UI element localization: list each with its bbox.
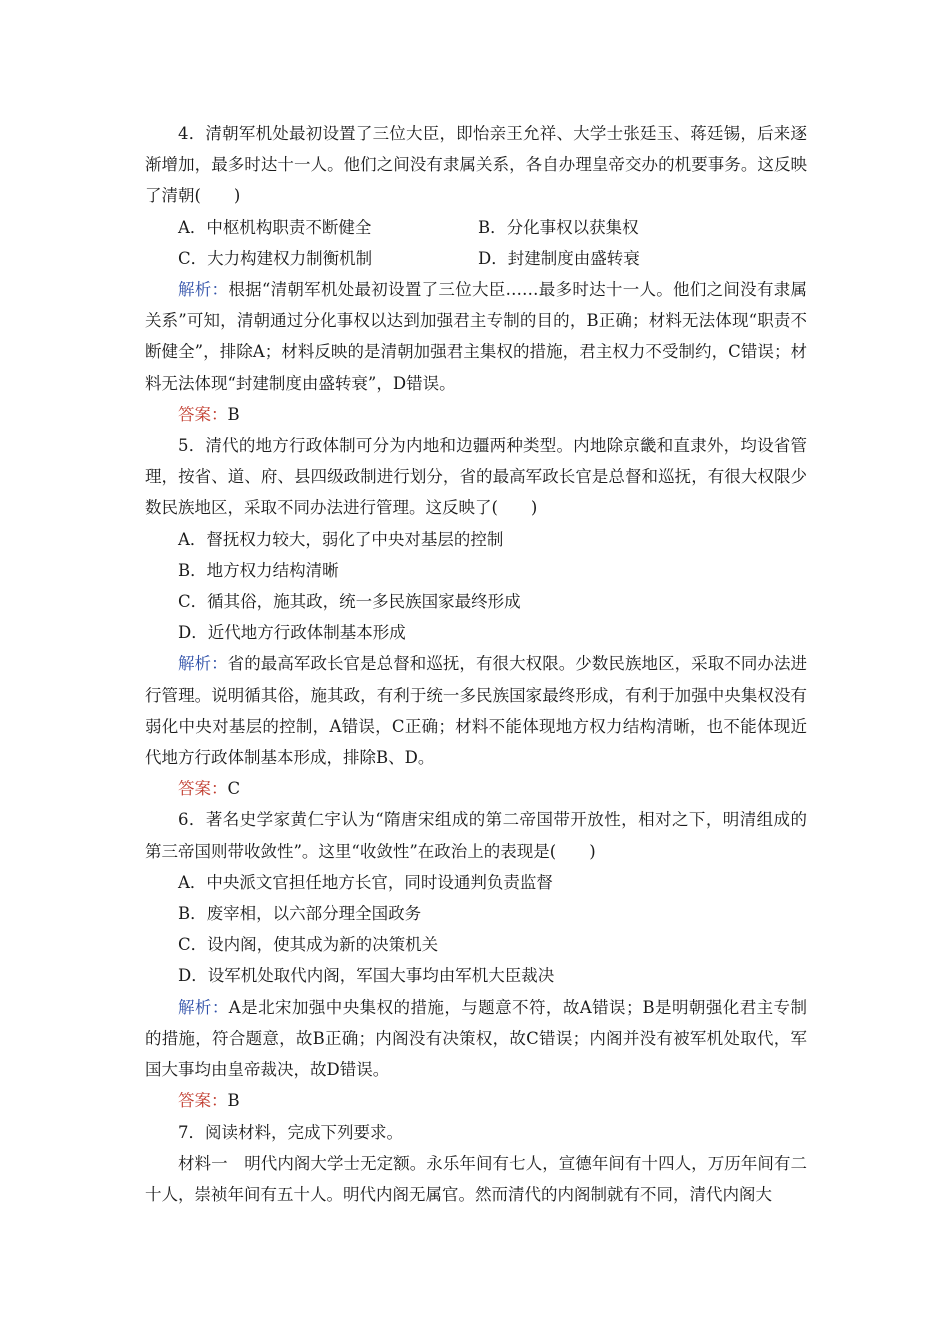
question-6-option-b: B．废宰相，以六部分理全国政务: [178, 904, 422, 924]
document-page: [145, 118, 807, 1210]
question-5-answer-value: C: [227, 779, 241, 799]
question-4-answer-value: B: [227, 404, 240, 424]
question-4-options-row-2: [145, 243, 807, 274]
question-6-analysis: [145, 992, 807, 1086]
question-4-options-row-1: [145, 212, 807, 243]
answer-label: 答案：: [178, 1091, 228, 1111]
question-6-answer: [145, 1085, 807, 1116]
question-5-analysis: [145, 648, 807, 773]
question-5-analysis-text: 省的最高军政长官是总督和巡抚，有很大权限。少数民族地区，采取不同办法进行管理。说明循其俗，施其政，有利于统一多民族国家最终形成，有利于加强中央集权没有弱化中央对基层的控制，A错误，C正确；材料不能体现地方权力结构清晰，也不能体现近代地方行政体制基本形成，排除B、D。: [145, 654, 808, 768]
answer-label: 答案：: [178, 404, 228, 424]
question-6-option-c: C．设内阁，使其成为新的决策机关: [178, 935, 439, 955]
question-4-option-c: C．大力构建权力制衡机制: [178, 248, 373, 268]
question-6-answer-value: B: [227, 1091, 240, 1111]
analysis-label: 解析：: [178, 280, 229, 300]
question-4-answer: [145, 399, 807, 430]
analysis-label: 解析：: [178, 654, 228, 674]
question-4-option-a: A．中枢机构职责不断健全: [178, 217, 372, 237]
question-6-option-d: D．设军机处取代内阁，军国大事均由军机大臣裁决: [178, 966, 555, 986]
question-4-option-d: D．封建制度由盛转衰: [478, 248, 640, 268]
answer-label: 答案：: [178, 779, 228, 799]
analysis-label: 解析：: [178, 997, 229, 1017]
question-5-option-b: B．地方权力结构清晰: [178, 560, 339, 580]
question-6-analysis-text: A是北宋加强中央集权的措施，与题意不符，故A错误；B是明朝强化君主专制的措施，符合题意，故B正确；内阁没有决策权，故C错误；内阁并没有被军机处取代，军国大事均由皇帝裁决，故D错误。: [145, 997, 807, 1080]
question-5-option-d: D．近代地方行政体制基本形成: [178, 623, 406, 643]
question-5-option-c: C．循其俗，施其政，统一多民族国家最终形成: [178, 592, 521, 612]
question-5-option-a: A．督抚权力较大，弱化了中央对基层的控制: [178, 529, 504, 549]
question-4-analysis: [145, 274, 807, 399]
question-6-stem: 6．著名史学家黄仁宇认为“隋唐宋组成的第二帝国带开放性，相对之下，明清组成的第三帝国则带收敛性”。这里“收敛性”在政治上的表现是( ): [145, 810, 807, 861]
question-6-option-a: A．中央派文官担任地方长官，同时设通判负责监督: [178, 872, 553, 892]
question-5-answer: [145, 773, 807, 804]
question-4-option-b: B．分化事权以获集权: [478, 217, 639, 237]
question-7-material-1: 材料一 明代内阁大学士无定额。永乐年间有七人，宣德年间有十四人，万历年间有二十人，崇祯年间有五十人。明代内阁无属官。然而清代的内阁制就有不同，清代内阁大: [145, 1153, 807, 1204]
question-4-analysis-text: 根据“清朝军机处最初设置了三位大臣……最多时达十一人。他们之间没有隶属关系”可知，清朝通过分化事权以达到加强君主专制的目的，B正确；材料无法体现“职责不断健全”，排除A；材料反映的是清朝加强君主集权的措施，君主权力不受制约，C错误；材料无法体现“封建制度由盛转衰”，D错误。: [145, 280, 808, 393]
question-7-stem: 7．阅读材料，完成下列要求。: [178, 1122, 403, 1142]
question-5-stem: 5．清代的地方行政体制可分为内地和边疆两种类型。内地除京畿和直隶外，均设省管理，按省、道、府、县四级政制进行划分，省的最高军政长官是总督和巡抚，有很大权限少数民族地区，采取不同办法进行管理。这反映了( ): [145, 436, 807, 518]
question-4-stem: 4．清朝军机处最初设置了三位大臣，即怡亲王允祥、大学士张廷玉、蒋廷锡，后来逐渐增加，最多时达十一人。他们之间没有隶属关系，各自办理皇帝交办的机要事务。这反映了清朝( ): [145, 124, 807, 206]
